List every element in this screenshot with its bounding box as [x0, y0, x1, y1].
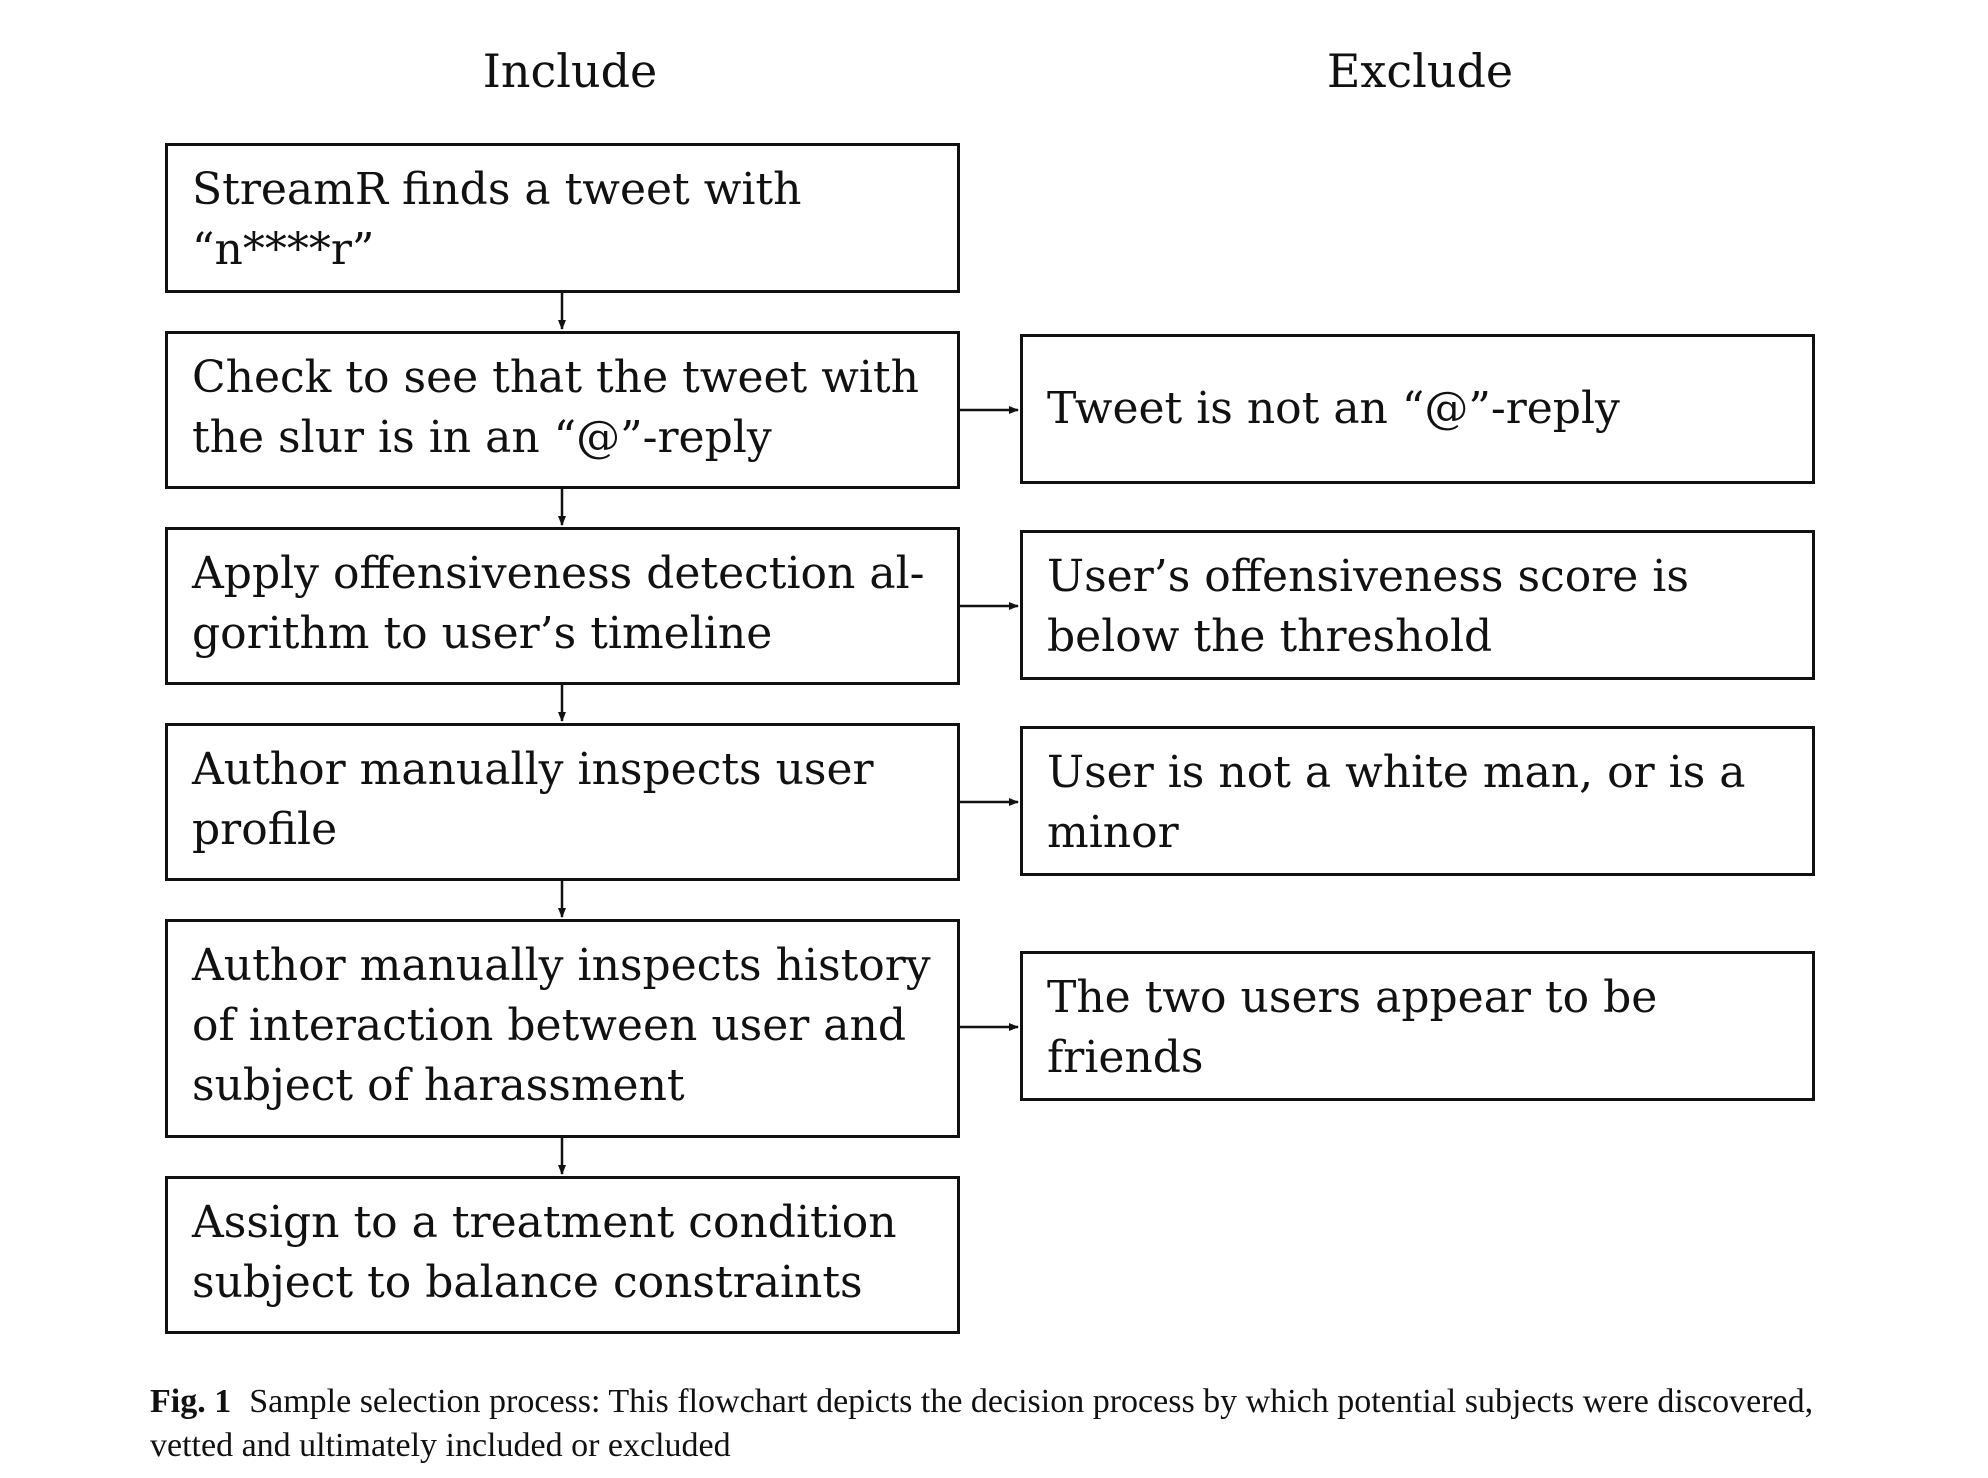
figure-caption-text: Sample selection process: This flowchart depicts the decision process by which potential subjects were discovered, vetted and ultimately included or excluded — [150, 1383, 1814, 1464]
exclude-reason-3 — [1020, 726, 1815, 876]
include-column-header: Include — [482, 44, 658, 98]
include-step-6-text: Assign to a treatment condition subject to balance constraints — [192, 1197, 897, 1308]
exclude-reason-2 — [1020, 530, 1815, 680]
figure-caption — [150, 1380, 1850, 1468]
include-step-5 — [165, 919, 960, 1138]
exclude-reason-1 — [1020, 334, 1815, 484]
include-step-1 — [165, 143, 960, 293]
include-step-2-text: Check to see that the tweet with the slur is in an “@”-reply — [192, 352, 919, 463]
include-step-6 — [165, 1176, 960, 1334]
exclude-reason-4 — [1020, 951, 1815, 1101]
include-step-1-text: StreamR finds a tweet with “n****r” — [192, 164, 802, 275]
exclude-reason-4-text: The two users appear to be friends — [1047, 972, 1658, 1083]
include-step-4-text: Author manually inspects user profile — [192, 744, 874, 855]
include-step-4 — [165, 723, 960, 881]
include-step-2 — [165, 331, 960, 489]
include-step-3-text: Apply offensiveness detection al-gorithm to user’s timeline — [192, 548, 925, 659]
exclude-reason-2-text: User’s offensiveness score is below the threshold — [1047, 551, 1689, 662]
exclude-reason-3-text: User is not a white man, or is a minor — [1047, 747, 1746, 858]
include-step-5-text: Author manually inspects history of interaction between user and subject of harassment — [192, 940, 931, 1111]
exclude-reason-1-text: Tweet is not an “@”-reply — [1047, 383, 1620, 434]
exclude-column-header: Exclude — [1326, 44, 1514, 98]
figure-label: Fig. 1 — [150, 1383, 232, 1420]
include-step-3 — [165, 527, 960, 685]
